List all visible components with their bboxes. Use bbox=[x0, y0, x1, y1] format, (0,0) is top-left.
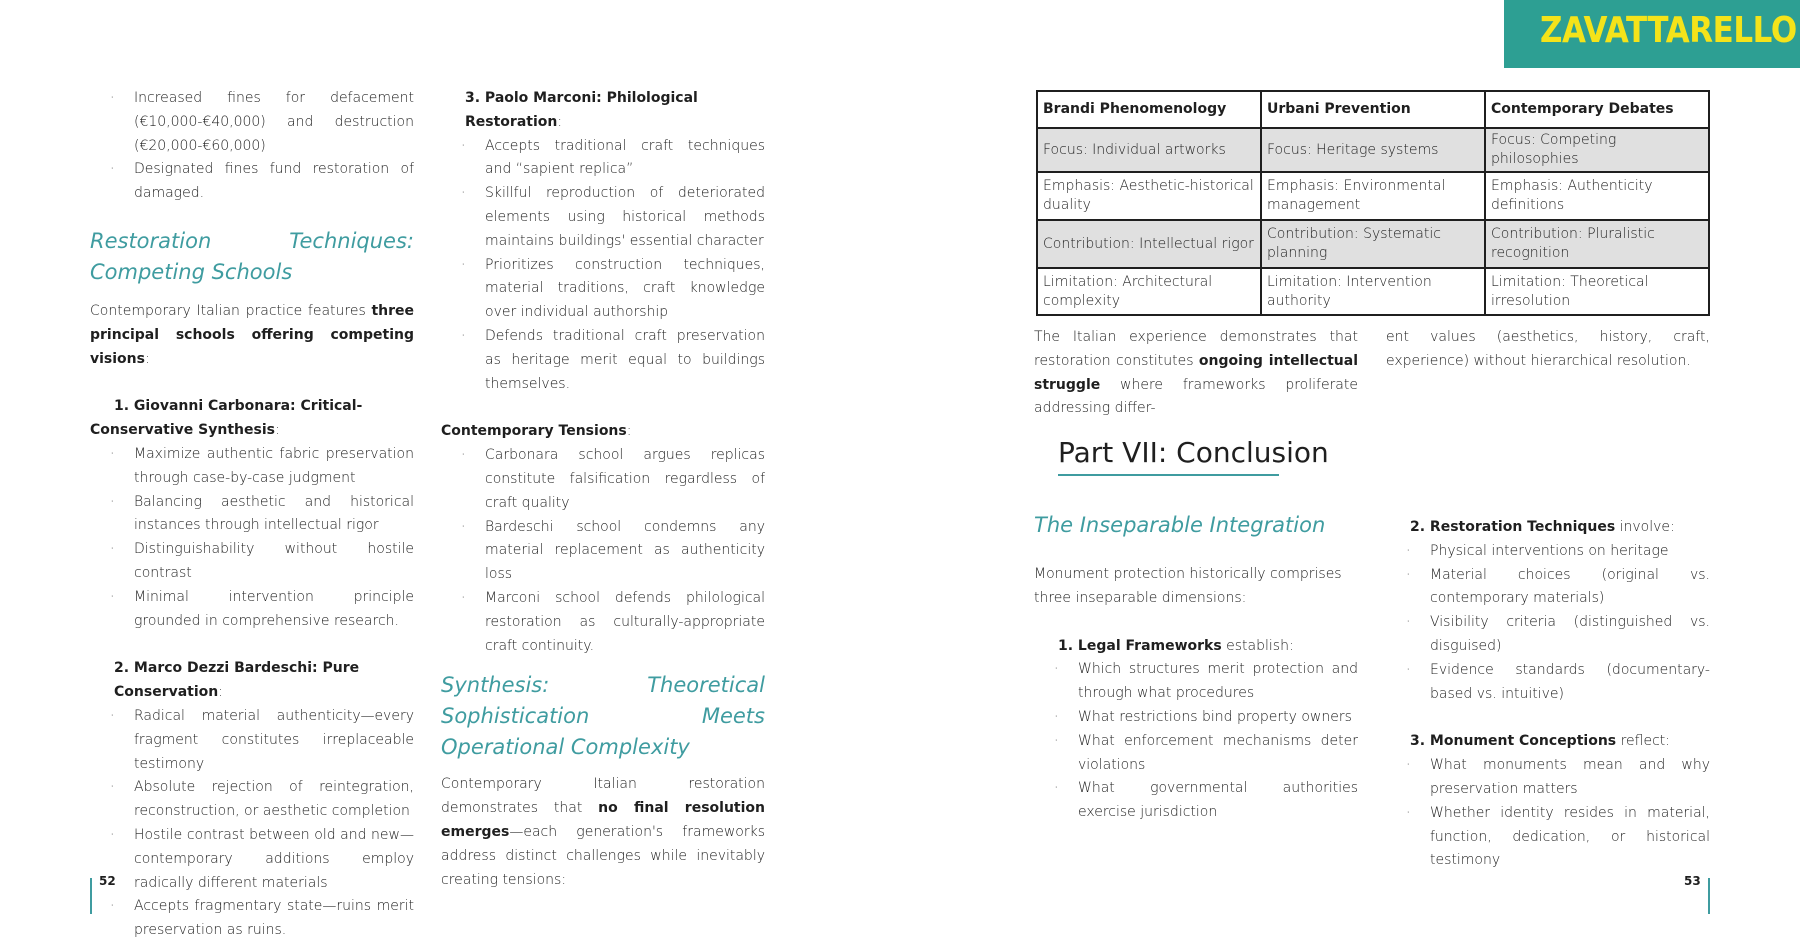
section-heading-inseparable-integration: The Inseparable Integration bbox=[1034, 513, 1326, 537]
section-heading-restoration-techniques: Restoration Techniques: Competing Schools bbox=[90, 228, 414, 284]
left-page-column-2 bbox=[441, 87, 765, 892]
list-item: · Defends traditional craft preservation as heritage merit equal to buildings themselves. bbox=[461, 327, 765, 392]
table-row bbox=[1037, 172, 1709, 220]
right-page-paragraph-right: ent values (aesthetics, history, craft, experience) without hierarchical resolution. bbox=[1386, 329, 1710, 369]
table-header-cell: Contemporary Debates bbox=[1485, 91, 1709, 128]
table-cell: Emphasis: Aesthetic-historical duality bbox=[1037, 172, 1261, 220]
restoration-techniques-title: 2. Restoration Techniques involve: bbox=[1410, 519, 1675, 535]
tensions-title: Contemporary Tensions: bbox=[441, 423, 632, 440]
table-row bbox=[1037, 220, 1709, 268]
table-cell: Limitation: Intervention authority bbox=[1261, 268, 1485, 315]
list-item: · Accepts traditional craft techniques and “sapient replica” bbox=[461, 137, 765, 178]
schools-intro-paragraph: Contemporary Italian practice features three principal schools offering competing visions: bbox=[90, 302, 414, 367]
list-item: · What governmental authorities exercise jurisdiction bbox=[1054, 780, 1358, 821]
list-item: · What monuments mean and why preservation matters bbox=[1406, 757, 1710, 797]
part-title: Part VII: Conclusion bbox=[1058, 436, 1329, 469]
list-item: · Radical material authenticity—every fragment constitutes irreplaceable testimony bbox=[110, 707, 414, 772]
list-item: · Balancing aesthetic and historical instances through intellectual rigor bbox=[110, 493, 414, 534]
table-header-row bbox=[1037, 91, 1709, 128]
list-item: · Designated fines fund restoration of damaged. bbox=[110, 161, 414, 202]
table-cell: Contribution: Pluralistic recognition bbox=[1485, 220, 1709, 268]
right-page-column-1 bbox=[1034, 510, 1358, 825]
list-item: · Prioritizes construction techniques, material traditions, craft knowledge over individual authorship bbox=[461, 256, 765, 321]
list-item: · Skillful reproduction of deteriorated elements using historical methods maintains buildings' essential character bbox=[461, 185, 765, 249]
table-cell: Focus: Individual artworks bbox=[1037, 128, 1261, 172]
list-item: · Carbonara school argues replicas constitute falsification regardless of craft quality bbox=[461, 447, 765, 511]
table-cell: Emphasis: Authenticity definitions bbox=[1485, 172, 1709, 220]
monument-conceptions-title: 3. Monument Conceptions reflect: bbox=[1410, 733, 1670, 750]
section-heading-synthesis: Synthesis: Theoretical Sophistication Meets Operational Complexity bbox=[441, 673, 765, 760]
list-item: · What restrictions bind property owners bbox=[1054, 708, 1352, 725]
right-folio-rule bbox=[1708, 878, 1710, 914]
comparison-table bbox=[1036, 90, 1710, 316]
left-page-column-1 bbox=[90, 87, 414, 943]
list-item: · Visibility criteria (distinguished vs. disguised) bbox=[1406, 614, 1710, 654]
table-cell: Focus: Heritage systems bbox=[1261, 128, 1485, 172]
table-header-cell: Urbani Prevention bbox=[1261, 91, 1485, 128]
table-cell: Limitation: Architectural complexity bbox=[1037, 268, 1261, 315]
school-3-title: 3. Paolo Marconi: Philological Restoration: bbox=[465, 90, 698, 130]
table-header-cell: Brandi Phenomenology bbox=[1037, 91, 1261, 128]
list-item: · Hostile contrast between old and new—contemporary additions employ radically different materials bbox=[110, 826, 414, 891]
list-item: · Evidence standards (documentary-based vs. intuitive) bbox=[1406, 661, 1710, 702]
school-2-title: 2. Marco Dezzi Bardeschi: Pure Conservation: bbox=[114, 660, 360, 701]
integration-intro: Monument protection historically comprises three inseparable dimensions: bbox=[1034, 566, 1342, 606]
list-item: · Distinguishability without hostile contrast bbox=[110, 541, 414, 581]
list-item: · Which structures merit protection and through what procedures bbox=[1054, 661, 1358, 702]
list-item: · Increased fines for defacement (€10,000-€40,000) and destruction (€20,000-€60,000) bbox=[110, 90, 414, 154]
brand-logo-text: ZAVATTARELLO bbox=[1540, 10, 1797, 51]
list-item: · Whether identity resides in material, function, dedication, or historical testimony bbox=[1406, 804, 1710, 869]
left-folio-rule bbox=[90, 878, 92, 914]
right-page-column-2 bbox=[1386, 516, 1710, 873]
list-item: · Bardeschi school condemns any material replacement as authenticity loss bbox=[461, 518, 765, 583]
list-item: · Accepts fragmentary state—ruins merit preservation as ruins. bbox=[110, 898, 414, 939]
table-row bbox=[1037, 268, 1709, 315]
table-row bbox=[1037, 128, 1709, 172]
school-1-title: 1. Giovanni Carbonara: Critical-Conservative Synthesis: bbox=[90, 398, 363, 439]
table-cell: Focus: Competing philosophies bbox=[1485, 128, 1709, 172]
title-underline bbox=[1058, 474, 1279, 476]
synthesis-paragraph: Contemporary Italian restoration demonstrates that no final resolution emerges—each generation's frameworks address distinct challenges while inevitably creating tensions: bbox=[441, 776, 765, 888]
list-item: · Minimal intervention principle grounded in comprehensive research. bbox=[110, 588, 414, 629]
list-item: · Absolute rejection of reintegration, reconstruction, or aesthetic completion bbox=[110, 779, 414, 820]
right-page-paragraph-left: The Italian experience demonstrates that restoration constitutes ongoing intellectual struggle where frameworks proliferate addressing differ- bbox=[1034, 329, 1359, 417]
table-cell: Contribution: Systematic planning bbox=[1261, 220, 1485, 268]
list-item: · Physical interventions on heritage bbox=[1406, 542, 1669, 559]
table-cell: Emphasis: Environmental management bbox=[1261, 172, 1485, 220]
list-item: · Material choices (original vs. contemporary materials) bbox=[1406, 566, 1710, 607]
page-number-right: 53 bbox=[1684, 874, 1701, 888]
page-number-left: 52 bbox=[99, 874, 116, 888]
table-cell: Limitation: Theoretical irresolution bbox=[1485, 268, 1709, 315]
legal-frameworks-title: 1. Legal Frameworks establish: bbox=[1058, 637, 1294, 654]
list-item: · Maximize authentic fabric preservation through case-by-case judgment bbox=[110, 445, 414, 486]
table-cell: Contribution: Intellectual rigor bbox=[1037, 220, 1261, 268]
list-item: · What enforcement mechanisms deter violations bbox=[1054, 732, 1358, 773]
brand-logo bbox=[1504, 0, 1800, 68]
list-item: · Marconi school defends philological restoration as culturally-appropriate craft continuity. bbox=[461, 589, 765, 654]
